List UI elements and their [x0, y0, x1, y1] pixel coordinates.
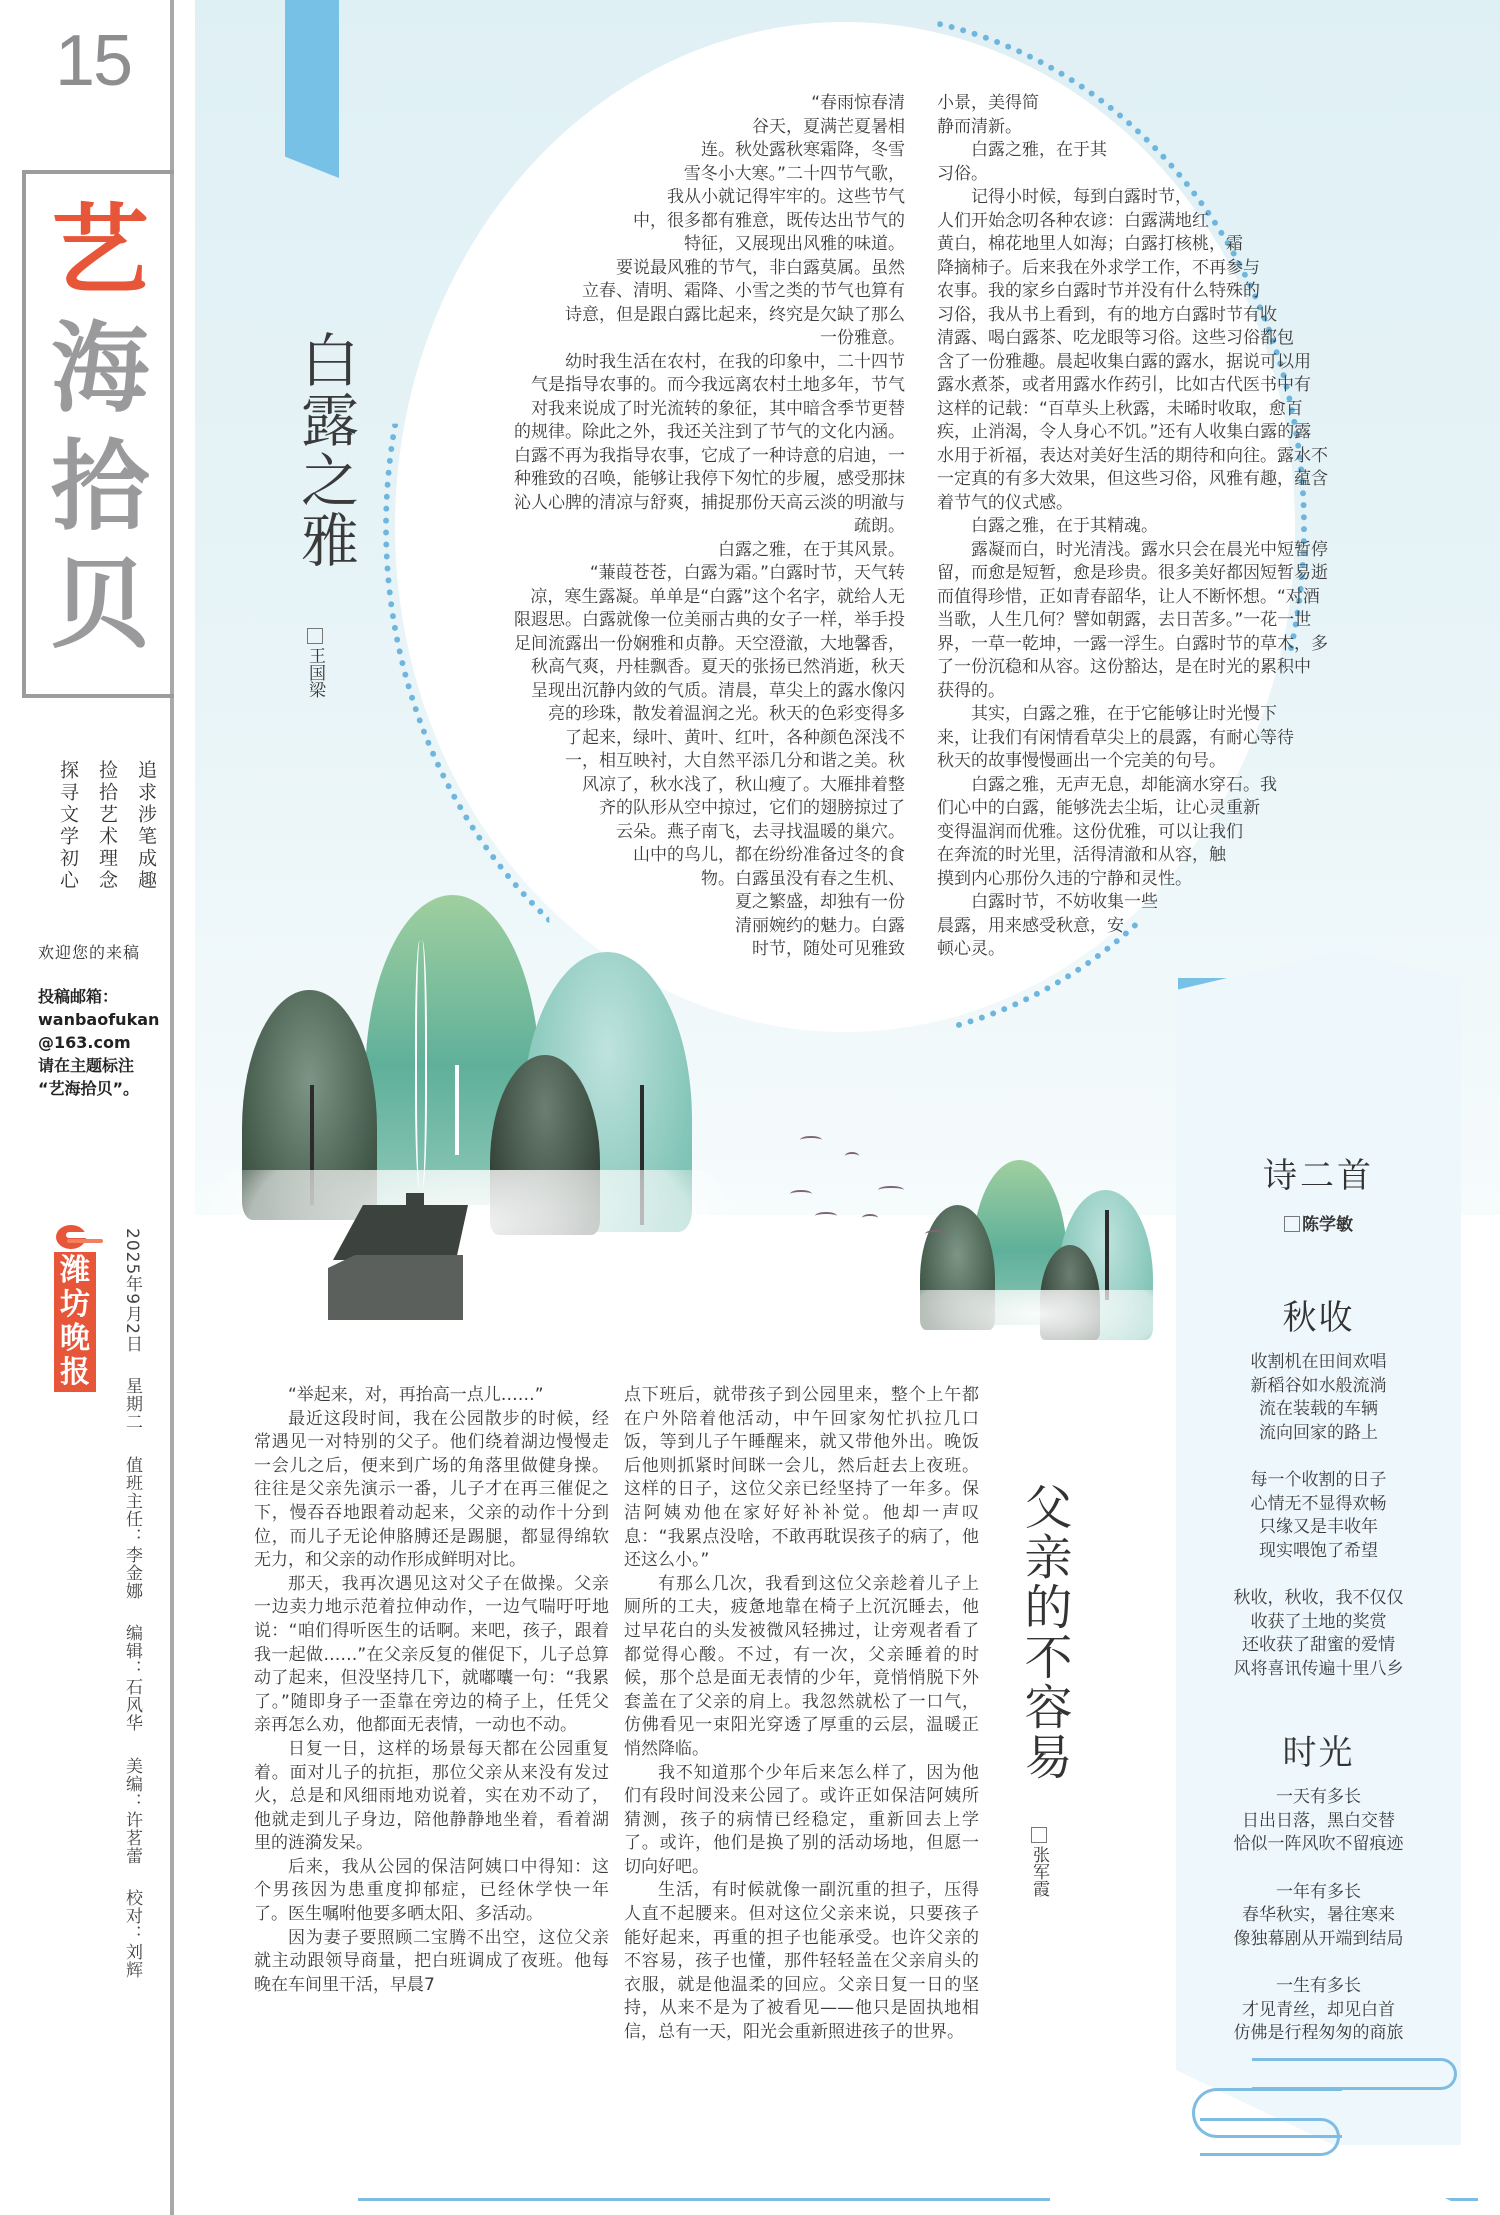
logo-char: 潍: [60, 1253, 90, 1288]
poem-line: 流向回家的路上: [1259, 1422, 1378, 1443]
credit-duty-editor: 值班主任：李金娜: [122, 1455, 142, 1600]
poem-line: 流在装载的车辆: [1259, 1399, 1378, 1419]
poem-line: 仿佛是行程匆匆的商旅: [1233, 2023, 1404, 2043]
poem-line: 日出日落，黑白交替: [1242, 1810, 1395, 1831]
text-line: 雪冬小大寒。”二十四节气歌，: [683, 163, 905, 184]
submission-note: 请在主题标注: [38, 1056, 135, 1075]
text-line: 当歌，人生几何？譬如朝露，去日苦多。”一花一世: [937, 610, 1312, 630]
poem-stanza: [1176, 1351, 1461, 1445]
poem-line: 一天有多长: [1276, 1787, 1361, 1807]
text-line: 一定真的有多大效果，但这些习俗，风雅有趣，蕴含: [937, 469, 1328, 489]
credit-art-editor: 美编：许茗蕾: [122, 1756, 142, 1865]
paragraph: 因为妻子要照顾二宝腾不出空，这位父亲就主动跟领导商量，把白班调成了夜班。他每晚在车间里干活，早晨7: [254, 1927, 609, 1995]
column-title: [40, 192, 160, 664]
dateline: [120, 1228, 145, 1997]
article-author: 王国梁: [303, 628, 328, 698]
bird-icon: [845, 1152, 859, 1160]
article-body-column: [254, 1384, 609, 1997]
issue-date: 2025年9月2日: [122, 1228, 142, 1353]
text-line: 秋天的故事慢慢画出一个完美的句号。: [937, 751, 1226, 771]
poem-line: 还收获了甜蜜的爱情: [1242, 1635, 1395, 1655]
article-body-column: [624, 1384, 979, 2045]
text-line: 晨露，用来感受秋意，安: [937, 915, 1124, 936]
text-line: 夏之繁盛，却独有一份: [735, 892, 905, 912]
poem-line: 春华秋实，暑往寒来: [1242, 1905, 1395, 1925]
submission-note: “艺海拾贝”。: [38, 1079, 140, 1098]
text-line: 对我来说成了时光流转的象征，其中暗含季节更替: [531, 398, 905, 419]
poem-line: 才见青丝，却见白首: [1242, 1999, 1395, 2020]
article-author: 张军霞: [1027, 1827, 1052, 1897]
column-title-char: 贝: [50, 547, 149, 662]
motto-line: 探寻文学初心: [57, 760, 79, 892]
text-line: 露水煮茶，或者用露水作药引，比如古代医书中有: [937, 375, 1311, 395]
logo-swoosh-icon: [54, 1222, 104, 1252]
paragraph: 后来，我从公园的保洁阿姨口中得知：这个男孩因为患重度抑郁症，已经休学快一年了。医生嘱咐他要多晒太阳、多活动。: [254, 1856, 609, 1925]
text-line: 幼时我生活在农村，在我的印象中，二十四节: [565, 351, 905, 372]
paragraph: 有那么几次，我看到这位父亲趁着儿子上厕所的工夫，疲惫地靠在椅子上沉沉睡去，他过早花白的头发被微风轻拂过，让旁观者看了都觉得心酸。不过，有一次，父亲睡着的时候，那个总是面无表情的少年，竟悄悄脱下外套盖在了父亲的肩上。我忽然就松了一口气，仿佛看见一束阳光穿透了厚重的云层，温暖正悄然降临。: [624, 1573, 979, 1759]
poem-stanza: [1176, 1469, 1461, 1563]
text-line: 限遐思。白露就像一位美丽古典的女子一样，举手投: [514, 610, 905, 630]
text-line: 清丽婉约的魅力。白露: [735, 915, 905, 936]
column-title-char: 拾: [50, 429, 149, 544]
bird-icon: [800, 1136, 822, 1144]
submission-email-user: wanbaofukan: [38, 1010, 160, 1029]
submission-label: 投稿邮箱：: [38, 987, 119, 1006]
text-line: 农事。我的家乡白露时节并没有什么特殊的: [937, 281, 1260, 301]
article-title: 父亲的不容易: [1016, 1482, 1072, 1782]
bird-icon: [790, 1190, 812, 1198]
article-title: 白露之雅: [291, 330, 359, 570]
bird-icon: [878, 1186, 904, 1194]
chimney-smoke: [415, 940, 427, 1190]
text-line: 凉，寒生露凝。单单是“白露”这个名字，就给人无: [530, 586, 905, 607]
bird-icon: [815, 1212, 837, 1220]
bird-icon: [862, 1214, 878, 1222]
poem-line: 收割机在田间欢唱: [1250, 1352, 1387, 1372]
paragraph: “举起来，对，再抬高一点儿……”: [288, 1385, 544, 1405]
text-line: 摸到内心那份久违的宁静和灵性。: [937, 868, 1192, 889]
poem-stanza: [1176, 1881, 1461, 1952]
text-line: 水用于祈福，表达对美好生活的期待和向往。露水不: [937, 445, 1328, 466]
paragraph: 我不知道那个少年后来怎么样了，因为他们有段时间没来公园了。或许正如保洁阿姨所猜测，孩子的病情已经稳定，重新回去上学了。或许，他们是换了别的活动场地，但愿一切向好吧。: [624, 1762, 979, 1877]
text-line: 人们开始念叨各种农谚：白露满地红: [937, 210, 1209, 231]
text-line: 呈现出沉静内敛的气质。清晨，草尖上的露水像闪: [531, 680, 905, 701]
poem-line: 一生有多长: [1276, 1976, 1361, 1996]
poem-line: 新稻谷如水般流淌: [1250, 1375, 1387, 1396]
paragraph: 日复一日，这样的场景每天都在公园重复着。面对儿子的抗拒，那位父亲从来没有发过火，总是和风细雨地劝说着，实在劝不动了，他就走到儿子身边，陪他静静地坐着，看着湖里的涟漪发呆。: [254, 1738, 609, 1854]
submission-email[interactable]: [38, 1008, 163, 1054]
text-line: 白露之雅，在于其风景。: [718, 539, 905, 560]
text-line: 立春、清明、霜降、小雪之类的节气也算有: [582, 281, 905, 301]
text-line: 中，很多都有雅意，既传达出节气的: [633, 210, 905, 231]
text-line: 静而清新。: [937, 116, 1022, 137]
column-motto: [55, 760, 160, 892]
text-line: 物。白露虽没有春之生机、: [701, 868, 905, 889]
text-line: 疏朗。: [854, 516, 905, 536]
text-line: 来，让我们有闲情看草尖上的晨露，有耐心等待: [937, 727, 1294, 748]
text-line: 顿心灵。: [937, 939, 1005, 959]
article-body-column: [937, 92, 1407, 962]
text-line: 秋高气爽，丹桂飘香。夏天的张扬已然消逝，秋天: [531, 657, 905, 677]
text-line: 这样的记载：“百草头上秋露，未晞时收取，愈百: [937, 398, 1303, 419]
text-line: 亮的珍珠，散发着温润之光。秋天的色彩变得多: [548, 704, 905, 724]
poem-stanza: [1176, 1587, 1461, 1681]
text-line: 而值得珍惜，正如青春韶华，让人不断怀想。“对酒: [937, 586, 1320, 607]
text-line: 获得的。: [937, 680, 1005, 701]
text-line: 连。秋处露秋寒霜降，冬雪: [701, 140, 905, 160]
logo-wordmark: [54, 1252, 96, 1392]
text-line: 习俗。: [937, 163, 988, 184]
poem: [1176, 1290, 1461, 1705]
text-line: 山中的鸟儿，都在纷纷准备过冬的食: [633, 845, 905, 865]
poem-stanza: [1176, 1975, 1461, 2046]
text-line: 黄白，棉花地里人如海；白露打核桃，霜: [937, 234, 1243, 254]
tree-icon: [1105, 1210, 1109, 1300]
mist: [210, 1170, 730, 1350]
text-line: 一份雅意。: [820, 328, 905, 348]
poem-line: 一年有多长: [1276, 1881, 1361, 1902]
text-line: 白露之雅，在于其精魂。: [937, 516, 1158, 536]
landscape-illustration-small: [890, 1150, 1180, 1350]
newspaper-logo: [54, 1222, 98, 1392]
text-line: 一，相互映衬，大自然平添几分和谐之美。秋: [565, 751, 905, 771]
submission-email-domain: @163.com: [38, 1033, 131, 1052]
poem-title: 时光: [1282, 1733, 1355, 1773]
poem-line: 收获了土地的奖赏: [1250, 1611, 1387, 1632]
text-line: 白露之雅，在于其: [937, 140, 1107, 160]
logo-char: 报: [60, 1355, 90, 1390]
text-line: 时节，随处可见雅致: [752, 939, 905, 959]
issue-weekday: 星期二: [122, 1377, 142, 1432]
credit-proofreader: 校对：刘辉: [122, 1888, 142, 1979]
text-line: 留，而愈是短暂，愈是珍贵。很多美好都因短暂易逝: [937, 563, 1328, 583]
text-line: 风凉了，秋水浅了，秋山瘦了。大雁排着整: [582, 774, 905, 795]
cloud-swirl-icon: [1200, 2118, 1340, 2156]
text-line: 沁人心脾的清凉与舒爽，捕捉那份天高云淡的明澈与: [514, 492, 905, 513]
top-blue-tab: [285, 0, 339, 178]
text-line: 其实，白露之雅，在于它能够让时光慢下: [937, 704, 1277, 724]
text-line: 白露之雅，无声无息，却能滴水穿石。我: [937, 774, 1277, 795]
poem-line: 秋收，秋收，我不仅仅: [1233, 1588, 1404, 1608]
text-line: 种雅致的召唤，能够让我停下匆忙的步履，感受那抹: [514, 469, 905, 489]
text-line: 习俗，我从书上看到，有的地方白露时节有收: [937, 304, 1277, 325]
motto-line: 追求涉笔成趣: [135, 760, 157, 892]
logo-char: 坊: [60, 1287, 90, 1322]
poem-line: 恰似一阵风吹不留痕迹: [1233, 1834, 1404, 1854]
poems-heading: 诗二首: [1263, 1156, 1374, 1196]
text-line: 的规律。除此之外，我还关注到了节气的文化内涵。: [514, 422, 905, 442]
text-line: “蒹葭苍苍，白露为霜。”白露时节，天气转: [589, 563, 905, 583]
poem-line: 像独幕剧从开端到结局: [1233, 1928, 1404, 1949]
text-line: 谷天，夏满芒夏暑相: [752, 116, 905, 137]
text-line: 我从小就记得牢牢的。这些节气: [667, 187, 905, 207]
poems-author: 陈学敏: [1176, 1210, 1461, 1235]
text-line: 们心中的白露，能够洗去尘垢，让心灵重新: [937, 798, 1260, 818]
column-title-char: 海: [50, 311, 149, 426]
paragraph: 最近这段时间，我在公园散步的时候，经常遇见一对特别的父子。他们绕着湖边慢慢走一会儿之后，便来到广场的角落里做健身操。往往是父亲先演示一番，儿子才在再三催促之下，慢吞吞地跟着动起来，父亲的动作十分到位，而儿子无论伸胳膊还是踢腿，都显得绵软无力，和父亲的动作形成鲜明对比。: [254, 1408, 609, 1571]
logo-char: 晚: [60, 1321, 90, 1356]
paragraph: 点下班后，就带孩子到公园里来，整个上午都在户外陪着他活动，中午回家匆忙扒拉几口饭，等到儿子午睡醒来，就又带他外出。晚饭后他则抓紧时间眯一会儿，然后赶去上夜班。这样的日子，这位父亲已经坚持了一年多。保洁阿姨劝他在家好好补补觉。他却一声叹息：“我累点没啥，不敢再耽误孩子的病了，他还这么小。”: [624, 1385, 979, 1571]
text-line: 着节气的仪式感。: [937, 492, 1073, 513]
poem-stanza: [1176, 1786, 1461, 1857]
tree-icon: [455, 1065, 459, 1155]
welcome-note: 欢迎您的来稿: [38, 943, 141, 962]
text-line: 疾，止消渴，令人身心不饥。”还有人收集白露的露: [937, 422, 1312, 442]
paragraph: 生活，有时候就像一副沉重的担子，压得人直不起腰来。但对这位父亲来说，只要孩子能好起来，再重的担子也能承受。也许父亲的不容易，孩子也懂，那件轻轻盖在父亲肩头的衣服，就是他温柔的回应。父亲日复一日的坚持，从来不是为了被看见——他只是固执地相信，总有一天，阳光会重新照进孩子的世界。: [624, 1880, 979, 2043]
landscape-illustration: [210, 870, 730, 1350]
text-line: 界，一草一乾坤，一露一浮生。白露时节的草木，多: [937, 633, 1328, 654]
text-line: 白露不再为我指导农事，它成了一种诗意的启迪，一: [514, 445, 905, 466]
motto-line: 捡拾艺术理念: [96, 760, 118, 892]
text-line: 记得小时候，每到白露时节，: [937, 187, 1192, 207]
text-line: 变得温润而优雅。这份优雅，可以让我们: [937, 821, 1243, 842]
poem-title: 秋收: [1282, 1298, 1355, 1338]
house-icon: [318, 1205, 468, 1315]
text-line: 清露、喝白露茶、吃龙眼等习俗。这些习俗都包: [937, 328, 1294, 348]
poem-line: 只缘又是丰收年: [1259, 1517, 1378, 1537]
cloud-swirl-icon: [1252, 2058, 1457, 2090]
poem: [1176, 1725, 1461, 2070]
poem-line: 每一个收割的日子: [1250, 1470, 1387, 1490]
page-number: 15: [55, 21, 132, 101]
credit-editor: 编辑：石风华: [122, 1624, 142, 1733]
mist: [890, 1290, 1180, 1370]
bird-icon: [925, 1230, 947, 1238]
text-line: 特征，又展现出风雅的味道。: [684, 234, 905, 254]
text-line: 含了一份雅趣。晨起收集白露的露水，据说可以用: [937, 351, 1311, 372]
text-line: 要说最风雅的节气，非白露莫属。虽然: [616, 257, 905, 278]
poem-line: 现实喂饱了希望: [1259, 1540, 1378, 1561]
text-line: 诗意，但是跟白露比起来，终究是欠缺了那么: [565, 304, 905, 325]
text-line: 气是指导农事的。而今我远离农村土地多年，节气: [531, 375, 905, 395]
text-line: 齐的队形从空中掠过，它们的翅膀掠过了: [599, 798, 905, 818]
text-line: 了一份沉稳和从容。这份豁达，是在时光的累积中: [937, 657, 1311, 677]
text-line: 足间流露出一份娴雅和贞静。天空澄澈，大地馨香，: [514, 633, 905, 654]
submission-info: [38, 985, 163, 1100]
article-body-column: [425, 92, 905, 962]
text-line: “春雨惊春清: [811, 93, 905, 113]
paragraph: 那天，我再次遇见这对父子在做操。父亲一边卖力地示范着拉伸动作，一边气喘吁吁地说：“咱们得听医生的话啊。来吧，孩子，跟着我一起做……”在父亲反复的催促下，儿子总算动了起来，但没坚持几下，就嘟囔一句：“我累了。”随即身子一歪靠在旁边的椅子上，任凭父亲再怎么劝，他都面无表情，一动也不动。: [254, 1573, 609, 1736]
text-line: 降摘柿子。后来我在外求学工作，不再参与: [937, 257, 1260, 278]
column-title-accent-char: 艺: [50, 193, 149, 308]
text-line: 小景，美得简: [937, 93, 1039, 113]
poem-line: 心情无不显得欢畅: [1250, 1493, 1387, 1514]
poem-line: 风将喜讯传遍十里八乡: [1233, 1658, 1404, 1679]
text-line: 了起来，绿叶、黄叶、红叶，各种颜色深浅不: [565, 727, 905, 748]
text-line: 在奔流的时光里，活得清澈和从容，触: [937, 845, 1226, 865]
text-line: 露凝而白，时光清浅。露水只会在晨光中短暂停: [937, 539, 1328, 560]
text-line: 云朵。燕子南飞，去寻找温暖的巢穴。: [616, 821, 905, 842]
text-line: 白露时节，不妨收集一些: [937, 892, 1158, 912]
